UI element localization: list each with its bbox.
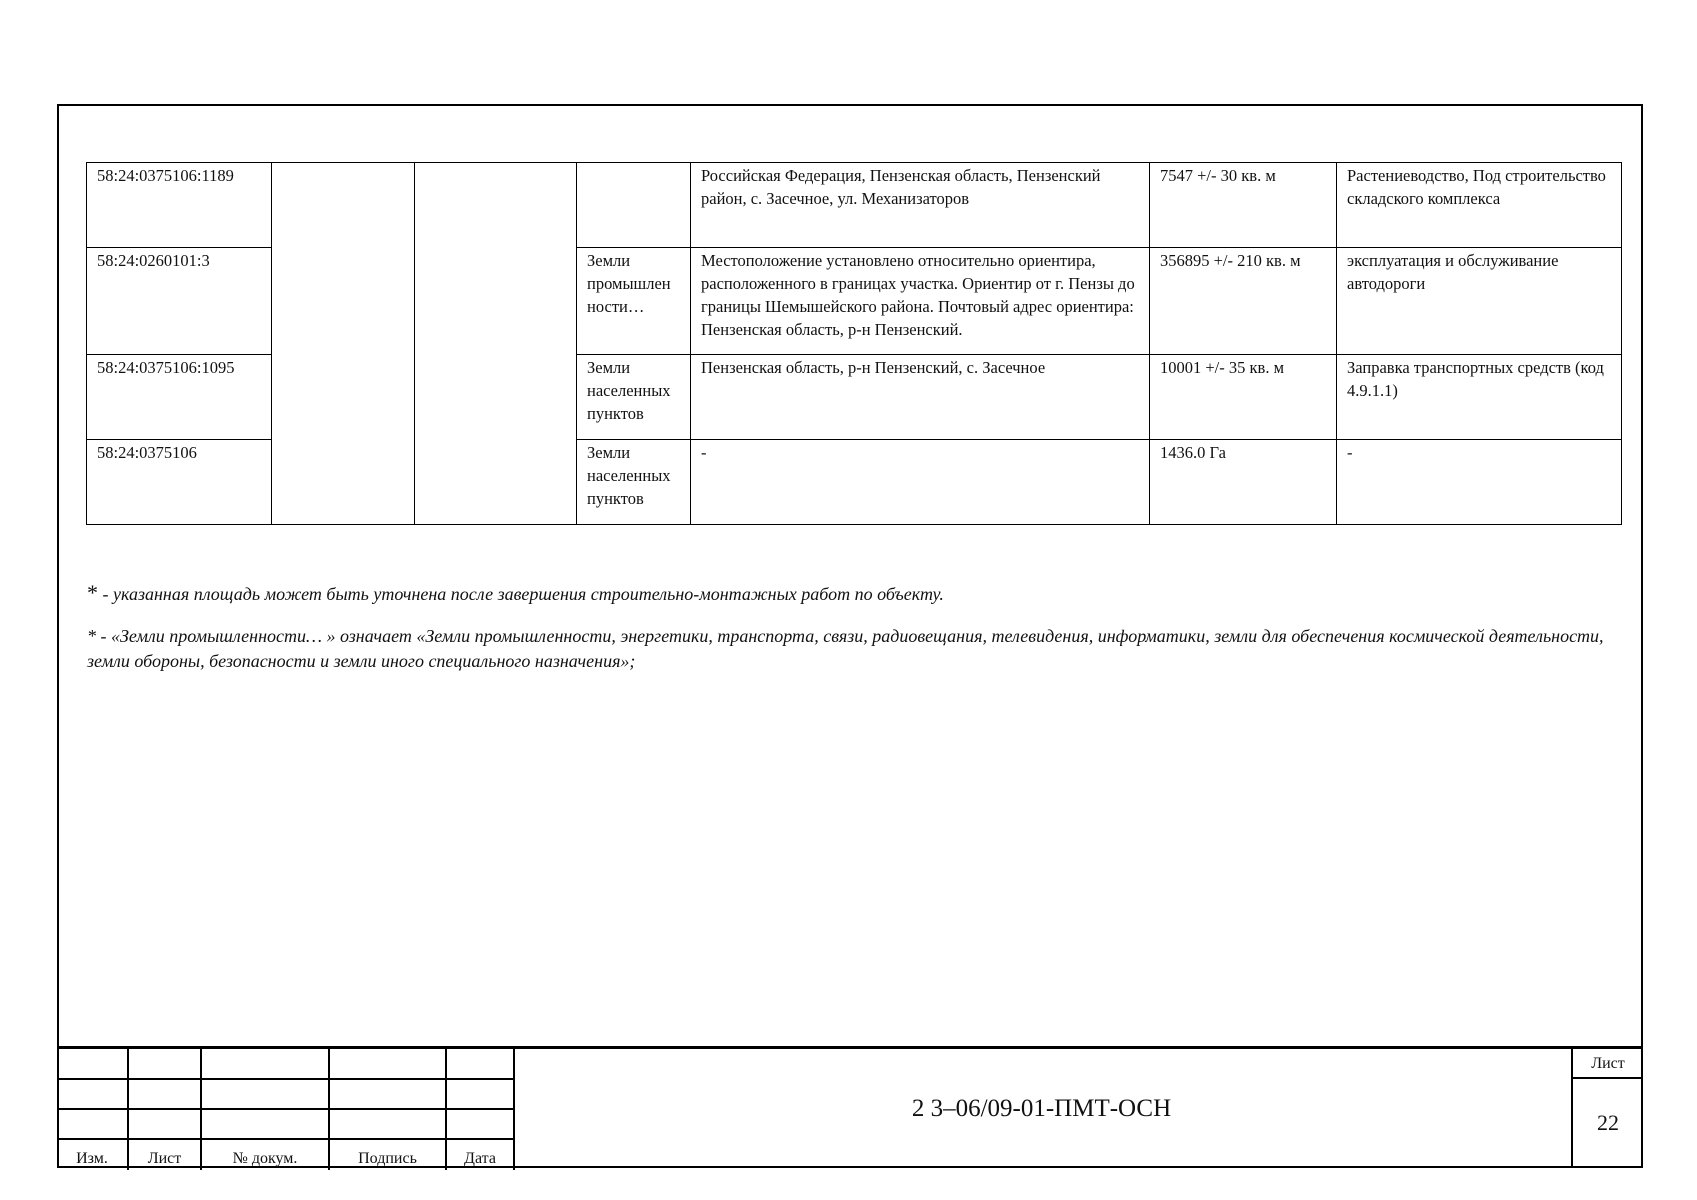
cadastral-number-cell: 58:24:0375106:1189: [87, 163, 272, 248]
document-code: 2 3–06/09-01-ПМТ-ОСН: [911, 1094, 1172, 1122]
land-category-cell: [577, 163, 691, 248]
merged-empty-cell: [272, 163, 415, 525]
revision-row: [57, 1049, 514, 1079]
col-signature-label: Подпись: [329, 1139, 446, 1170]
area-cell: 356895 +/- 210 кв. м: [1150, 248, 1337, 355]
col-date-label: Дата: [446, 1139, 514, 1170]
revision-grid: [57, 1049, 515, 1170]
area-cell: 10001 +/- 35 кв. м: [1150, 355, 1337, 440]
land-category-cell: Земли промышлен ности…: [577, 248, 691, 355]
col-doc-number-label: № докум.: [201, 1139, 329, 1170]
footnotes: [87, 580, 1627, 691]
cadastral-number-cell: 58:24:0375106: [87, 440, 272, 525]
footnote-land-category: * - «Земли промышленности… » означает «Земли промышленности, энергетики, транспорта, связи, радиовещания, телевидения, информатики, земли для обеспечения космической деятельности, земли обороны, безопасности и земли иного специального назначения»;: [87, 626, 1604, 671]
area-cell: 1436.0 Га: [1150, 440, 1337, 525]
table-row: [87, 163, 1622, 248]
permitted-use-cell: Заправка транспортных средств (код 4.9.1.1): [1337, 355, 1622, 440]
address-cell: Пензенская область, р-н Пензенский, с. Засечное: [691, 355, 1150, 440]
revision-row: [57, 1079, 514, 1109]
footnote-area-text: - указанная площадь может быть уточнена после завершения строительно-монтажных работ по объекту.: [98, 584, 944, 604]
col-change-label: Изм.: [57, 1139, 128, 1170]
sheet-box: [1571, 1049, 1643, 1168]
title-block: [57, 1046, 1643, 1168]
land-category-cell: Земли населенных пунктов: [577, 440, 691, 525]
address-cell: -: [691, 440, 1150, 525]
col-sheet-label: Лист: [128, 1139, 201, 1170]
address-cell: Российская Федерация, Пензенская область, Пензенский район, с. Засечное, ул. Механизаторов: [691, 163, 1150, 248]
permitted-use-cell: эксплуатация и обслуживание автодороги: [1337, 248, 1622, 355]
address-cell: Местоположение установлено относительно ориентира, расположенного в границах участка. Ориентир от г. Пензы до границы Шемышейского района. Почтовый адрес ориентира: Пензенская область, р-н Пензенский.: [691, 248, 1150, 355]
sheet-number: 22: [1597, 1109, 1619, 1135]
cadastral-number-cell: 58:24:0260101:3: [87, 248, 272, 355]
footnote-area: [87, 580, 1627, 607]
land-category-cell: Земли населенных пунктов: [577, 355, 691, 440]
cadastral-number-cell: 58:24:0375106:1095: [87, 355, 272, 440]
revision-row: [57, 1109, 514, 1139]
area-cell: 7547 +/- 30 кв. м: [1150, 163, 1337, 248]
parcels-table: [86, 162, 1622, 525]
footnote-asterisk: *: [87, 580, 98, 605]
permitted-use-cell: -: [1337, 440, 1622, 525]
permitted-use-cell: Растениеводство, Под строительство складского комплекса: [1337, 163, 1622, 248]
merged-empty-cell: [415, 163, 577, 525]
revision-header-row: [57, 1139, 514, 1170]
sheet-label: Лист: [1573, 1049, 1643, 1079]
